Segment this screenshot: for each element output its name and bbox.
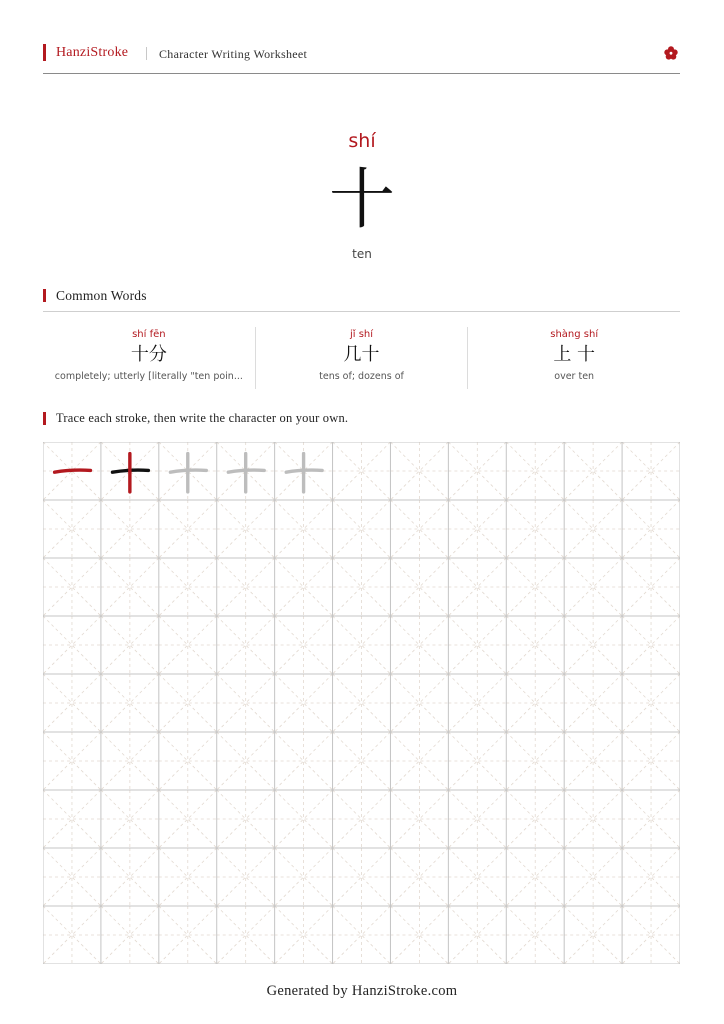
word-pinyin: shàng shí <box>550 329 599 340</box>
practice-grid-canvas[interactable] <box>43 442 680 964</box>
common-words-heading <box>43 288 680 312</box>
practice-grid[interactable] <box>43 442 680 964</box>
word-pinyin: jǐ shí <box>349 329 374 340</box>
header-divider <box>146 47 147 60</box>
common-words-title: Common Words <box>56 288 147 303</box>
footer-credit: Generated by HanziStroke.com <box>266 983 458 999</box>
word-meaning: tens of; dozens of <box>319 371 404 382</box>
practice-instruction <box>43 411 680 431</box>
word-hanzi: 上 十 <box>553 344 596 365</box>
character-pinyin: shí <box>348 130 376 152</box>
header-accent-bar <box>43 44 46 61</box>
word-card <box>43 327 256 389</box>
word-meaning: completely; utterly [literally "ten poin... <box>54 371 243 382</box>
worksheet-title: Character Writing Worksheet <box>159 47 308 61</box>
section-accent-bar <box>43 412 46 425</box>
word-pinyin: shí fēn <box>132 329 166 340</box>
character-hanzi: 十 <box>329 161 395 238</box>
practice-instruction-text: Trace each stroke, then write the character on your own. <box>56 411 349 425</box>
section-accent-bar <box>43 289 46 302</box>
word-card <box>468 327 680 389</box>
word-hanzi: 十分 <box>130 344 167 365</box>
common-words-list <box>43 327 680 389</box>
word-hanzi: 几十 <box>343 344 380 365</box>
brand-name[interactable]: HanziStroke <box>56 45 129 60</box>
plum-blossom-icon <box>664 46 678 60</box>
stroke-horizontal <box>55 470 91 472</box>
character-meaning: ten <box>352 247 372 261</box>
word-meaning: over ten <box>554 371 595 382</box>
worksheet-header <box>43 44 680 74</box>
word-card <box>256 327 469 389</box>
